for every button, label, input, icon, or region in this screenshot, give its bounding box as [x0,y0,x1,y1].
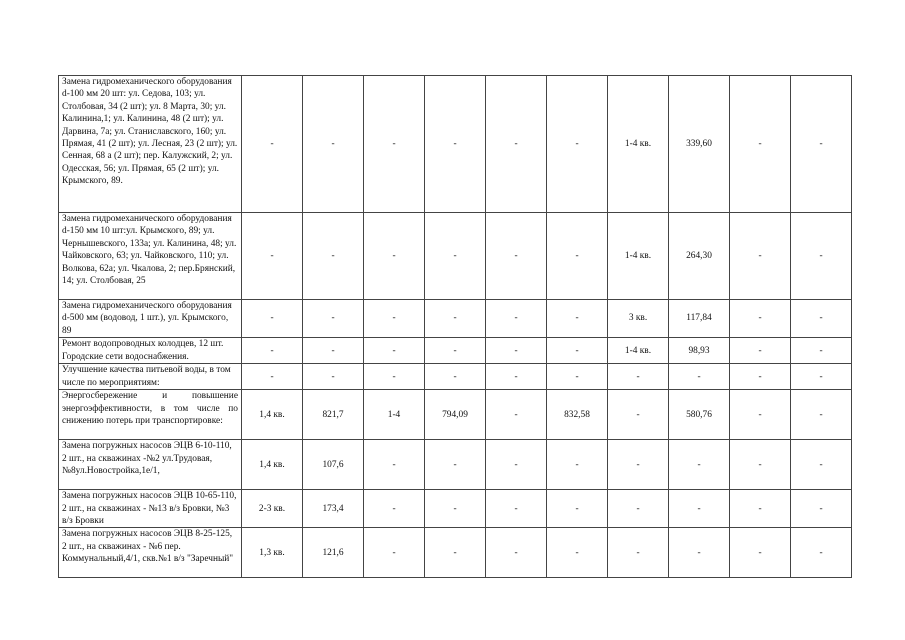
table-cell: 1-4 [364,390,425,440]
measure-name: Замена гидромеханического оборудования d-150 мм 10 шт:ул. Крымского, 89; ул. Чернышевского, 133а; ул. Калинина, 48; ул. Чайковского, 63; ул. Чайковского, 110; ул. Волкова, 62а; ул. Чкалова, 2; пер.Брянский, 14; ул. Столбовая, 25 [59,213,242,300]
table-cell: - [425,490,486,528]
table-cell: - [730,390,791,440]
table-cell: - [791,338,852,364]
table-cell: - [791,300,852,338]
table-cell: - [486,440,547,490]
measure-name: Замена гидромеханического оборудования d-100 мм 20 шт: ул. Седова, 103; ул. Столбовая, 34 (2 шт); ул. 8 Марта, 30; ул. Калинина,1; ул. Калинина, 48 (2 шт); ул. Дарвина, 7а; ул. Станиславского, 160; ул. Прямая, 41 (2 шт); ул. Лесная, 23 (2 шт); ул. Сенная, 68 а (2 шт); пер. Калужский, 2; ул. Одесская, 56; ул. Прямая, 65 (2 шт); ул. Крымского, 89. [59,76,242,213]
measures-table [58,75,852,578]
table-cell: - [242,338,303,364]
table-cell: - [303,338,364,364]
table-cell: - [547,213,608,300]
table-cell: - [791,440,852,490]
table-cell: - [730,528,791,578]
table-cell: 3 кв. [608,300,669,338]
table-row [59,490,852,528]
table-cell: - [547,364,608,390]
table-row [59,213,852,300]
table-row [59,76,852,213]
table-cell: - [730,364,791,390]
table-row [59,364,852,390]
table-cell: - [791,528,852,578]
measure-name: Улучшение качества питьевой воды, в том числе по мероприятиям: [59,364,242,390]
measure-name: Замена гидромеханического оборудования d-500 мм (водовод, 1 шт.), ул. Крымского, 89 [59,300,242,338]
table-cell: 264,30 [669,213,730,300]
table-cell: - [669,490,730,528]
table-cell: - [547,300,608,338]
table-row [59,528,852,578]
table-cell: 794,09 [425,390,486,440]
table-cell: - [669,364,730,390]
table-cell: 1,3 кв. [242,528,303,578]
table-cell: - [425,213,486,300]
table-cell: 117,84 [669,300,730,338]
table-cell: 2-3 кв. [242,490,303,528]
table-cell: 832,58 [547,390,608,440]
table-cell: - [242,364,303,390]
table-cell: 821,7 [303,390,364,440]
table-cell: - [547,528,608,578]
table-row [59,390,852,440]
table-cell: - [608,490,669,528]
table-cell: - [425,364,486,390]
table-cell: - [608,390,669,440]
table-cell: - [303,76,364,213]
table-cell: - [547,338,608,364]
table-cell: - [608,364,669,390]
table-cell: - [425,76,486,213]
table-cell: 1-4 кв. [608,76,669,213]
table-cell: - [486,364,547,390]
table-cell: - [486,213,547,300]
table-cell: - [242,300,303,338]
table-cell: 98,93 [669,338,730,364]
table-cell: - [669,440,730,490]
table-cell: 1,4 кв. [242,440,303,490]
table-cell: - [364,528,425,578]
table-cell: - [425,338,486,364]
table-cell: 1-4 кв. [608,338,669,364]
table-cell: 173,4 [303,490,364,528]
table-cell: - [486,528,547,578]
table-cell: - [486,490,547,528]
table-cell: 1,4 кв. [242,390,303,440]
table-cell: - [425,440,486,490]
table-cell: 1-4 кв. [608,213,669,300]
table-cell: 580,76 [669,390,730,440]
table-cell: - [791,76,852,213]
table-cell: 339,60 [669,76,730,213]
table-cell: - [730,300,791,338]
table-cell: - [730,213,791,300]
table-row [59,440,852,490]
table-cell: - [608,528,669,578]
table-cell: - [730,338,791,364]
table-cell: - [486,390,547,440]
table-cell: - [303,364,364,390]
table-cell: - [730,440,791,490]
table-cell: - [364,300,425,338]
table-cell: - [364,213,425,300]
table-cell: - [608,440,669,490]
table-cell: - [547,76,608,213]
table-cell: - [425,528,486,578]
measure-name: Энергосбережение и повышение энергоэффективности, в том числе по снижению потерь при транспортировке: [59,390,242,440]
measure-name: Замена погружных насосов ЭЦВ 10-65-110, 2 шт., на скважинах - №13 в/з Бровки, №3 в/з Бровки [59,490,242,528]
table-cell: - [547,440,608,490]
table-cell: - [669,528,730,578]
table-cell: - [486,338,547,364]
table-cell: - [791,390,852,440]
measure-name: Замена погружных насосов ЭЦВ 6-10-110, 2 шт., на скважинах -№2 ул.Трудовая, №8ул.Новостройка,1е/1, [59,440,242,490]
table-cell: - [303,300,364,338]
table-cell: - [303,213,364,300]
table-cell: - [425,300,486,338]
table-cell: - [364,76,425,213]
table-row [59,338,852,364]
table-cell: - [547,490,608,528]
table-cell: - [791,213,852,300]
measure-name: Замена погружных насосов ЭЦВ 8-25-125, 2 шт., на скважинах - №6 пер. Коммунальный,4/1, скв.№1 в/з "Заречный" [59,528,242,578]
table-row [59,300,852,338]
table-cell: - [730,490,791,528]
table-cell: - [486,76,547,213]
table-cell: 121,6 [303,528,364,578]
measure-name: Ремонт водопроводных колодцев, 12 шт. Городские сети водоснабжения. [59,338,242,364]
table-cell: - [364,490,425,528]
table-cell: - [364,338,425,364]
table-cell: 107,6 [303,440,364,490]
table-cell: - [791,490,852,528]
table-cell: - [364,364,425,390]
table-cell: - [730,76,791,213]
table-cell: - [364,440,425,490]
table-cell: - [242,213,303,300]
table-cell: - [242,76,303,213]
table-cell: - [791,364,852,390]
table-cell: - [486,300,547,338]
